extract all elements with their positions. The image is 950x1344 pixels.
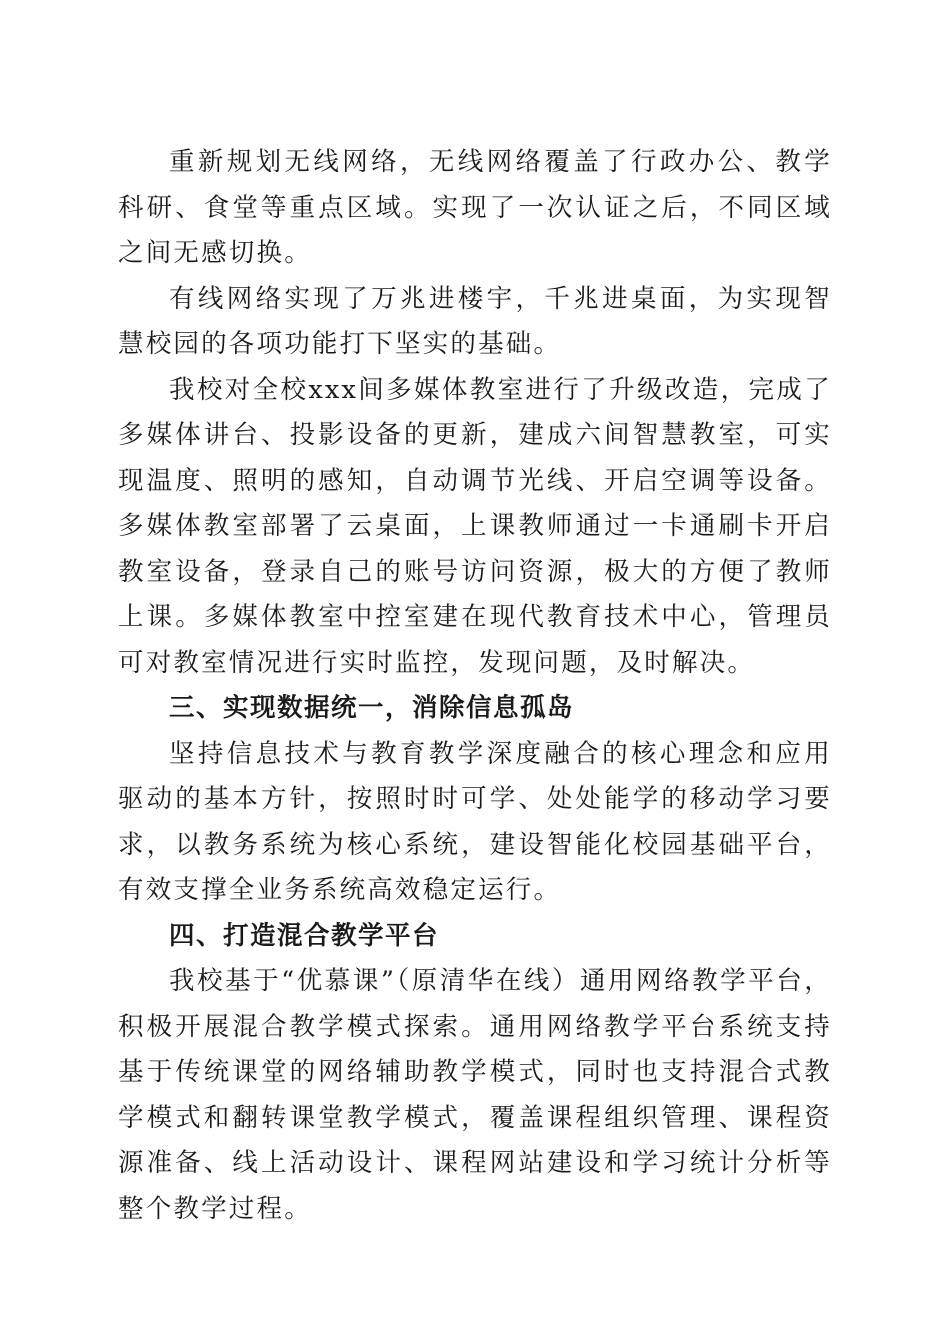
paragraph-multimedia-classrooms: 我校对全校xxx间多媒体教室进行了升级改造，完成了多媒体讲台、投影设备的更新，建成六间智慧教室，可实现温度、照明的感知，自动调节光线、开启空调等设备。多媒体教室部署了云桌面，上课教师通过一卡通刷卡开启教室设备，登录自己的账号访问资源，极大的方便了教师上课。多媒体教室中控室建在现代教育技术中心，管理员可对教室情况进行实时监控，发现问题，及时解决。 xyxy=(118,374,832,678)
paragraph-data-unification: 坚持信息技术与教育教学深度融合的核心理念和应用驱动的基本方针，按照时时可学、处处能学的移动学习要求，以教务系统为核心系统，建设智能化校园基础平台，有效支撑全业务系统高效稳定运行。 xyxy=(118,738,832,905)
paragraph-wireless-network: 重新规划无线网络，无线网络覆盖了行政办公、教学科研、食堂等重点区域。实现了一次认证之后，不同区域之间无感切换。 xyxy=(118,147,832,268)
document-body xyxy=(118,140,832,1232)
paragraph-wired-network: 有线网络实现了万兆进楼宇，千兆进桌面，为实现智慧校园的各项功能打下坚实的基础。 xyxy=(118,283,832,359)
paragraph-blended-teaching: 我校基于“优慕课”（原清华在线）通用网络教学平台，积极开展混合教学模式探索。通用网络教学平台系统支持基于传统课堂的网络辅助教学模式，同时也支持混合式教学模式和翻转课堂教学模式，覆盖课程组织管理、课程资源准备、线上活动设计、课程网站建设和学习统计分析等整个教学过程。 xyxy=(118,966,832,1224)
section-heading-blended-teaching: 四、打造混合教学平台 xyxy=(169,920,440,951)
section-heading-data-unification: 三、实现数据统一，消除信息孤岛 xyxy=(169,693,575,723)
